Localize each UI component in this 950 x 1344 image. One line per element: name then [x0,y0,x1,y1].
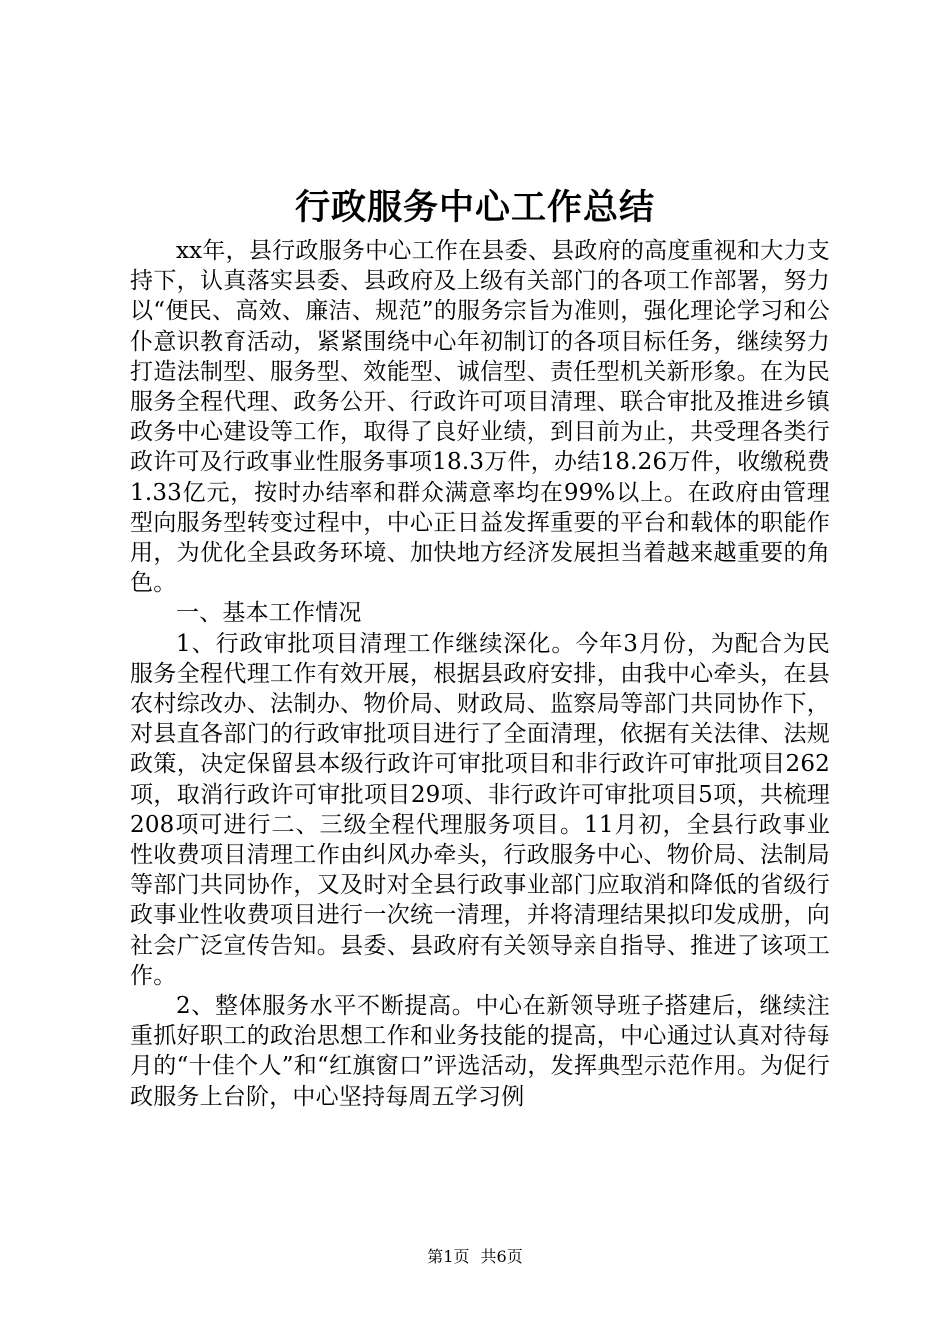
page-footer [0,1246,950,1268]
paragraph-item-2: 2、整体服务水平不断提高。中心在新领导班子搭建后，继续注重抓好职工的政治思想工作和业务技能的提高，中心通过认真对待每月的“十佳个人”和“红旗窗口”评选活动，发挥典型示范作用。为促行政服务上台阶，中心坚持每周五学习例 [130,993,830,1110]
section-heading-basic-work: 一、基本工作情况 [176,600,362,627]
paragraph-intro: xx年，县行政服务中心工作在县委、县政府的高度重视和大力支持下，认真落实县委、县政府及上级有关部门的各项工作部署，努力以“便民、高效、廉洁、规范”的服务宗旨为准则，强化理论学习和公仆意识教育活动，紧紧围绕中心年初制订的各项目标任务，继续努力打造法制型、服务型、效能型、诚信型、责任型机关新形象。在为民服务全程代理、政务公开、行政许可项目清理、联合审批及推进乡镇政务中心建设等工作，取得了良好业绩，到目前为止，共受理各类行政许可及行政事业性服务事项18.3万件，办结18.26万件，收缴税费1.33亿元，按时办结率和群众满意率均在99%以上。在政府由管理型向服务型转变过程中，中心正日益发挥重要的平台和载体的职能作用，为优化全县政务环境、加快地方经济发展担当着越来越重要的角色。 [130,238,830,597]
page-total: 共6页 [480,1247,523,1266]
document-title: 行政服务中心工作总结 [294,187,655,228]
document-body [130,236,830,1112]
page-number: 第1页 [427,1247,470,1266]
paragraph-item-1: 1、行政审批项目清理工作继续深化。今年3月份，为配合为民服务全程代理工作有效开展，根据县政府安排，由我中心牵头，在县农村综改办、法制办、物价局、财政局、监察局等部门共同协作下，对县直各部门的行政审批项目进行了全面清理，依据有关法律、法规政策，决定保留县本级行政许可审批项目和非行政许可审批项目262项，取消行政许可审批项目29项、非行政许可审批项目5项，共梳理208项可进行二、三级全程代理服务项目。11月初，全县行政事业性收费项目清理工作由纠风办牵头，行政服务中心、物价局、法制局等部门共同协作，又及时对全县行政事业部门应取消和降低的省级行政事业性收费项目进行一次统一清理，并将清理结果拟印发成册，向社会广泛宣传告知。县委、县政府有关领导亲自指导、推进了该项工作。 [130,630,830,989]
